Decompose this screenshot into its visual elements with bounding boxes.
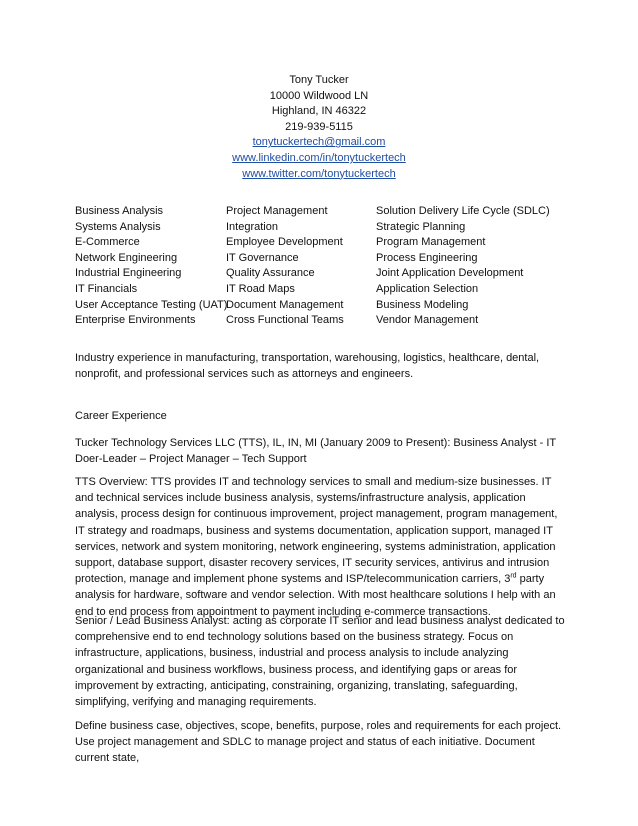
email-link[interactable]: tonytuckertech@gmail.com [252,136,386,149]
skills-row [75,313,575,329]
skill-cell: Quality Assurance [226,267,315,280]
skill-cell: Program Management [376,236,486,249]
overview-text-start: TTS Overview: TTS provides IT and technology services to small and medium-size businesses. IT and technical services include business analysis, systems/infrastructure analysis, application analysis, process design for continuous improvement, project management, program management, IT strategy and roadmaps, business and systems documentation, application support, managed IT services, network and system monitoring, network engineering, systems administration, application support, database support, disaster recovery services, IT security services, antivirus and intrusion protection, manage and implement phone systems and ISP/telecommunication carriers, 3 [75,476,558,586]
tts-overview-block [75,474,565,620]
skill-cell: Solution Delivery Life Cycle (SDLC) [376,205,550,217]
skill-cell: Systems Analysis [75,220,161,233]
skills-table [75,204,575,329]
skills-row [75,251,575,267]
overview-text-end: party analysis for hardware, software and vendor selection. With most healthcare solutions I help with an end to end process from appointment to payment including e-commerce transactions. [75,573,556,618]
job-title-block [75,435,565,467]
career-heading-block [75,408,565,424]
senior-lead-paragraph: Senior / Lead Business Analyst: acting as corporate IT senior and lead business analyst dedicated to comprehensive end to end technology solutions based on the business strategy. Focus on infrastructure, applications, business, industrial and process analysis to include analyzing organizational and business workflows, business process, and identifying gaps or areas for improvement by extracting, anticipating, constraining, organizing, translating, safeguarding, simplifying, verifying and managing requirements. [75,615,565,709]
skill-cell: IT Financials [75,282,138,295]
tts-overview-paragraph [75,474,565,620]
skill-cell: Strategic Planning [376,220,466,233]
industry-paragraph: Industry experience in manufacturing, transportation, warehousing, logistics, healthcare, dental, nonprofit, and professional services such as attorneys and engineers. [75,352,540,381]
career-heading: Career Experience [75,410,167,422]
phone-number: 219-939-5115 [285,120,353,133]
skill-cell: Business Modeling [376,298,469,311]
skill-cell: Integration [226,220,278,233]
skill-cell: Vendor Management [376,314,479,327]
twitter-link[interactable]: www.twitter.com/tonytuckertech [242,167,396,180]
skill-cell: Industrial Engineering [75,267,182,280]
skills-row [75,235,575,251]
skill-cell: Cross Functional Teams [226,314,344,327]
senior-lead-block [75,613,565,710]
industry-experience [75,350,565,382]
skill-cell: Process Engineering [376,251,478,264]
candidate-name: Tony Tucker [289,74,349,86]
skill-cell: Joint Application Development [376,267,524,280]
skill-cell: IT Governance [226,251,299,264]
skills-row [75,220,575,236]
address-line-1: 10000 Wildwood LN [269,89,369,102]
skill-cell: E-Commerce [75,236,140,249]
skill-cell: Network Engineering [75,251,178,264]
skill-cell: Enterprise Environments [75,314,196,327]
skill-cell: Document Management [226,298,344,311]
skills-row [75,204,575,220]
skill-cell: Employee Development [226,236,343,249]
job-title: Tucker Technology Services LLC (TTS), IL, IN, MI (January 2009 to Present): Business Analyst - IT Doer-Leader – Project Manager – Tech Support [75,437,556,466]
skill-cell: Application Selection [376,282,479,295]
skill-cell: Project Management [226,205,328,217]
skill-cell: IT Road Maps [226,282,295,295]
skills-row [75,298,575,314]
define-paragraph: Define business case, objectives, scope, benefits, purpose, roles and requirements for each project. Use project management and SDLC to manage project and status of each initiative. Document current state, [75,720,562,765]
contact-header [0,73,638,182]
ordinal-superscript: rd [510,572,517,580]
skill-cell: User Acceptance Testing (UAT) [75,298,228,311]
define-block [75,718,565,767]
skills-row [75,266,575,282]
skill-cell: Business Analysis [75,205,164,217]
address-line-2: Highland, IN 46322 [271,105,367,118]
skills-row [75,282,575,298]
linkedin-link[interactable]: www.linkedin.com/in/tonytuckertech [232,151,406,164]
